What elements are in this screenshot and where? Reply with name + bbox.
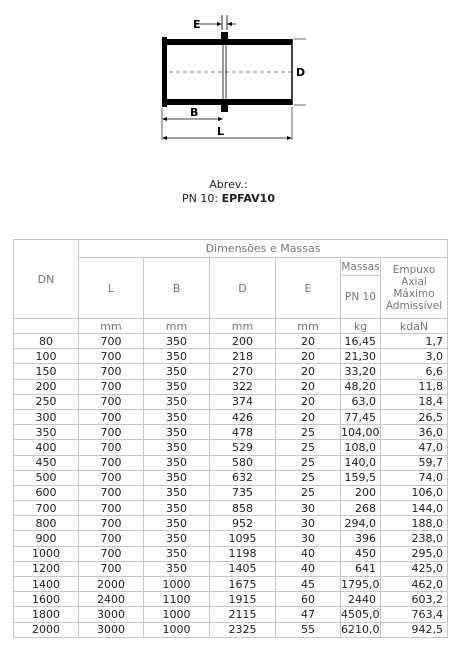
cell-empuxo: 238,0	[381, 531, 448, 546]
cell-e: 45	[276, 577, 341, 592]
abbreviation-block	[0, 178, 457, 206]
cell-empuxo: 26,5	[381, 409, 448, 424]
cell-b: 350	[144, 379, 210, 394]
cell-massa: 104,00	[341, 425, 380, 439]
cell-e: 47	[276, 607, 341, 622]
cell-massa: 108,0	[341, 440, 381, 455]
cell-l: 700	[79, 561, 144, 576]
cell-massa: 77,45	[341, 409, 381, 424]
table-row	[14, 516, 448, 531]
cell-d: 632	[210, 470, 276, 485]
dim-e-label: E	[193, 18, 201, 31]
cell-massa: 6210,0	[341, 623, 380, 637]
table-row	[14, 379, 448, 394]
cell-l: 700	[79, 379, 144, 394]
cell-b: 350	[144, 394, 210, 409]
cell-b: 350	[144, 440, 210, 455]
table-row	[14, 561, 448, 576]
cell-e: 30	[276, 531, 341, 546]
col-header-massas: Massas	[341, 258, 381, 276]
table-row	[14, 425, 448, 440]
cell-b: 350	[144, 531, 210, 546]
cell-l: 700	[79, 501, 144, 516]
cell-e: 20	[276, 349, 341, 364]
table-row	[14, 455, 448, 470]
cell-empuxo: 144,0	[381, 501, 448, 516]
cell-empuxo: 59,7	[381, 455, 448, 470]
cell-massa: 2440	[341, 592, 381, 607]
col-header-e: E	[276, 258, 341, 319]
cell-d: 1405	[210, 561, 276, 576]
cell-b: 350	[144, 516, 210, 531]
cell-l: 700	[79, 440, 144, 455]
col-header-empuxo: Empuxo Axial Máximo Admissível	[381, 258, 448, 319]
cell-empuxo: 3,0	[381, 349, 448, 364]
cell-d: 1915	[210, 592, 276, 607]
cell-massa: 200	[341, 485, 381, 500]
cell-e: 25	[276, 425, 341, 440]
table-row	[14, 622, 448, 637]
cell-e: 25	[276, 440, 341, 455]
cell-d: 426	[210, 409, 276, 424]
cell-dn: 150	[14, 364, 79, 379]
cell-e: 20	[276, 334, 341, 349]
cell-b: 1000	[144, 607, 210, 622]
cell-b: 350	[144, 501, 210, 516]
cell-empuxo: 763,4	[381, 607, 448, 622]
cell-l: 700	[79, 516, 144, 531]
cell-d: 529	[210, 440, 276, 455]
cell-e: 30	[276, 516, 341, 531]
cell-dn: 900	[14, 531, 79, 546]
col-header-d: D	[210, 258, 276, 319]
cell-b: 1000	[144, 622, 210, 637]
cell-l: 700	[79, 334, 144, 349]
cell-e: 40	[276, 546, 341, 561]
col-header-pn10: PN 10	[341, 276, 381, 319]
cell-e: 20	[276, 394, 341, 409]
cell-e: 60	[276, 592, 341, 607]
cell-dn: 1600	[14, 592, 79, 607]
cell-empuxo: 462,0	[381, 577, 448, 592]
cell-massa: 140,0	[341, 455, 381, 470]
group-header: Dimensões e Massas	[79, 240, 448, 258]
abbrev-label: Abrev.:	[209, 178, 248, 191]
cell-massa: 268	[341, 501, 381, 516]
unit-dn	[14, 319, 79, 334]
cell-b: 350	[144, 485, 210, 500]
cell-empuxo: 942,5	[381, 622, 448, 637]
col-header-l: L	[79, 258, 144, 319]
table-row	[14, 409, 448, 424]
cell-dn: 700	[14, 501, 79, 516]
cell-dn: 450	[14, 455, 79, 470]
cell-l: 700	[79, 349, 144, 364]
cell-l: 700	[79, 485, 144, 500]
dimensions-table	[13, 239, 448, 638]
cell-dn: 80	[14, 334, 79, 349]
cell-b: 350	[144, 425, 210, 440]
cell-d: 218	[210, 349, 276, 364]
col-header-b: B	[144, 258, 210, 319]
table-row	[14, 470, 448, 485]
cell-massa: 63,0	[341, 394, 381, 409]
cell-empuxo: 603,2	[381, 592, 448, 607]
cell-b: 350	[144, 470, 210, 485]
cell-b: 1100	[144, 592, 210, 607]
cell-dn: 600	[14, 485, 79, 500]
unit-massa: kg	[341, 319, 381, 334]
cell-b: 350	[144, 409, 210, 424]
abbrev-code-line	[0, 192, 457, 206]
cell-l: 700	[79, 394, 144, 409]
abbrev-code: EPFAV10	[221, 192, 275, 205]
cell-dn: 500	[14, 470, 79, 485]
cell-empuxo: 36,0	[381, 425, 448, 440]
cell-empuxo: 18,4	[381, 394, 448, 409]
cell-d: 478	[210, 425, 276, 440]
cell-d: 2325	[210, 622, 276, 637]
cell-massa: 33,20	[341, 364, 381, 379]
table-row	[14, 607, 448, 622]
cell-b: 1000	[144, 577, 210, 592]
cell-massa: 21,30	[341, 349, 381, 364]
cell-e: 25	[276, 470, 341, 485]
cell-e: 25	[276, 485, 341, 500]
table-row	[14, 501, 448, 516]
cell-massa: 4505,0	[341, 607, 380, 621]
cell-massa: 396	[341, 531, 381, 546]
cell-e: 20	[276, 379, 341, 394]
cell-d: 200	[210, 334, 276, 349]
cell-empuxo: 106,0	[381, 485, 448, 500]
cell-l: 700	[79, 531, 144, 546]
table-body	[14, 334, 448, 638]
cell-e: 20	[276, 364, 341, 379]
cell-b: 350	[144, 364, 210, 379]
cell-d: 322	[210, 379, 276, 394]
cell-dn: 100	[14, 349, 79, 364]
cell-b: 350	[144, 455, 210, 470]
cell-dn: 1200	[14, 561, 79, 576]
cell-dn: 1000	[14, 546, 79, 561]
dim-l-label: L	[217, 125, 225, 138]
table-row	[14, 546, 448, 561]
cell-d: 858	[210, 501, 276, 516]
unit-empuxo: kdaN	[381, 319, 448, 334]
cell-l: 700	[79, 455, 144, 470]
unit-b: mm	[144, 319, 210, 334]
cell-dn: 2000	[14, 622, 79, 637]
table-row	[14, 440, 448, 455]
cell-empuxo: 425,0	[381, 561, 448, 576]
cell-empuxo: 47,0	[381, 440, 448, 455]
cell-l: 700	[79, 425, 144, 440]
table-row	[14, 577, 448, 592]
cell-d: 2115	[210, 607, 276, 622]
cell-dn: 800	[14, 516, 79, 531]
cell-massa: 16,45	[341, 334, 381, 349]
cell-e: 25	[276, 455, 341, 470]
pipe-flange-drawing	[150, 10, 310, 140]
cell-l: 700	[79, 546, 144, 561]
unit-l: mm	[79, 319, 144, 334]
cell-b: 350	[144, 349, 210, 364]
cell-empuxo: 6,6	[381, 364, 448, 379]
cell-d: 952	[210, 516, 276, 531]
cell-d: 580	[210, 455, 276, 470]
cell-dn: 1400	[14, 577, 79, 592]
cell-l: 2400	[79, 592, 144, 607]
unit-e: mm	[276, 319, 341, 334]
cell-dn: 1800	[14, 607, 79, 622]
cell-e: 55	[276, 622, 341, 637]
cell-empuxo: 74,0	[381, 470, 448, 485]
cell-b: 350	[144, 546, 210, 561]
cell-d: 374	[210, 394, 276, 409]
cell-d: 1198	[210, 546, 276, 561]
cell-e: 30	[276, 501, 341, 516]
cell-b: 350	[144, 561, 210, 576]
cell-l: 700	[79, 364, 144, 379]
cell-massa: 641	[341, 561, 381, 576]
col-header-dn: DN	[14, 240, 79, 319]
cell-d: 270	[210, 364, 276, 379]
cell-massa: 294,0	[341, 516, 381, 531]
cell-l: 700	[79, 470, 144, 485]
cell-dn: 200	[14, 379, 79, 394]
cell-dn: 300	[14, 409, 79, 424]
cell-d: 735	[210, 485, 276, 500]
table-row	[14, 394, 448, 409]
cell-l: 2000	[79, 577, 144, 592]
cell-empuxo: 11,8	[381, 379, 448, 394]
table-row	[14, 531, 448, 546]
dim-b-label: B	[190, 106, 199, 119]
cell-b: 350	[144, 334, 210, 349]
cell-massa: 159,5	[341, 470, 381, 485]
cell-l: 3000	[79, 622, 144, 637]
cell-massa: 48,20	[341, 379, 381, 394]
table-row	[14, 592, 448, 607]
table-row	[14, 364, 448, 379]
cell-d: 1095	[210, 531, 276, 546]
table-row	[14, 334, 448, 349]
cell-empuxo: 188,0	[381, 516, 448, 531]
cell-l: 3000	[79, 607, 144, 622]
cell-l: 700	[79, 409, 144, 424]
cell-empuxo: 1,7	[381, 334, 448, 349]
dim-d-label: D	[296, 66, 306, 79]
table-row	[14, 349, 448, 364]
cell-massa: 450	[341, 546, 381, 561]
cell-e: 40	[276, 561, 341, 576]
unit-d: mm	[210, 319, 276, 334]
cell-e: 20	[276, 409, 341, 424]
table-row	[14, 485, 448, 500]
cell-empuxo: 295,0	[381, 546, 448, 561]
cell-dn: 250	[14, 394, 79, 409]
cell-massa: 1795,0	[341, 577, 380, 591]
cell-dn: 350	[14, 425, 79, 440]
abbrev-pn-prefix: PN 10:	[182, 192, 219, 205]
cell-d: 1675	[210, 577, 276, 592]
cell-dn: 400	[14, 440, 79, 455]
